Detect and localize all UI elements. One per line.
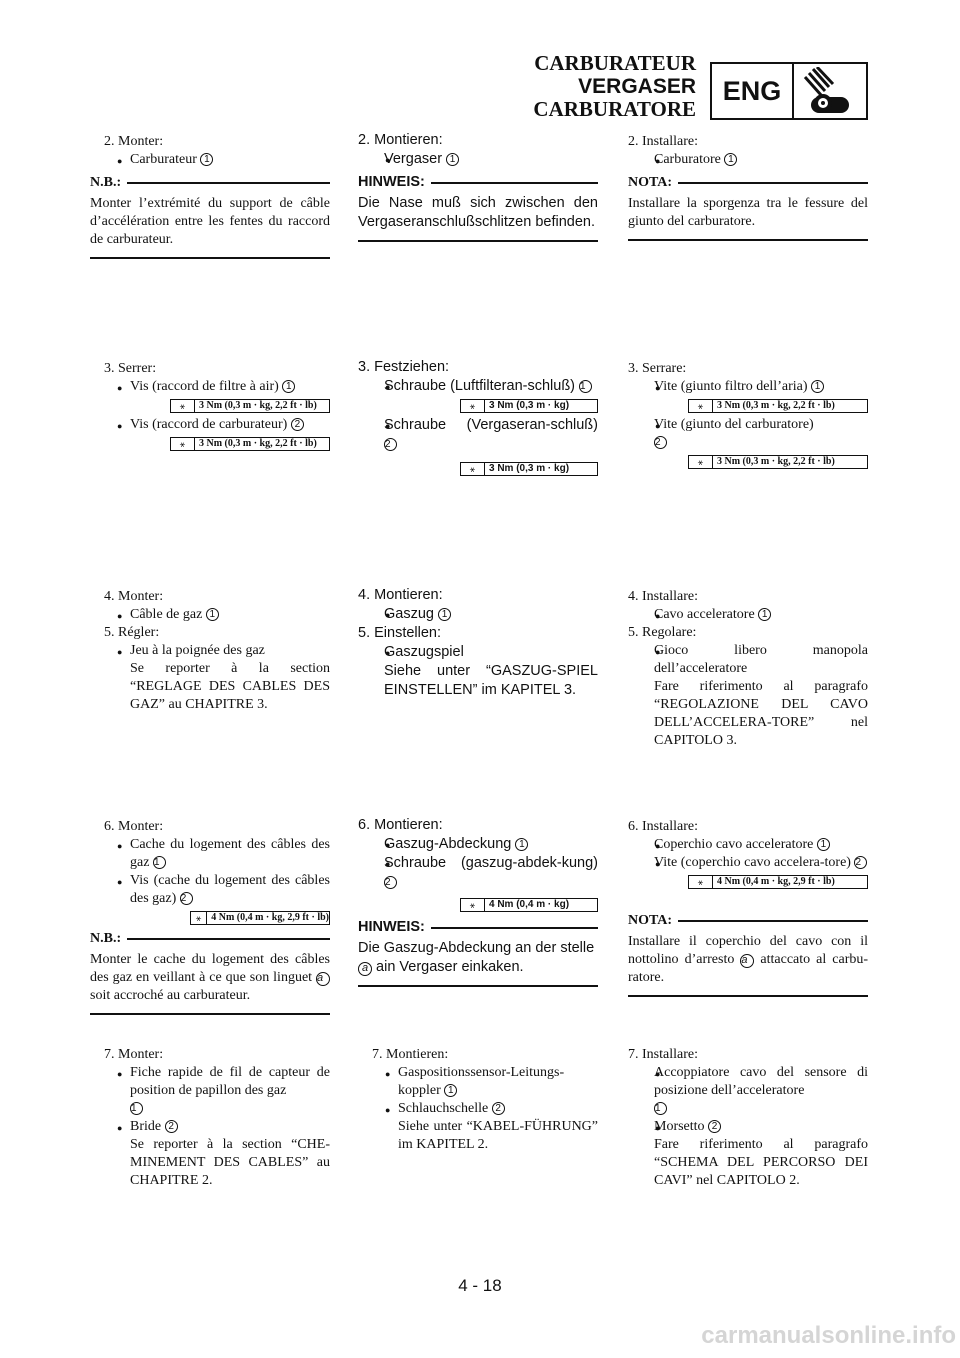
- note-text-b: ain Vergaser einkaken.: [376, 959, 524, 975]
- torque-wrench-icon: ⚹: [689, 400, 713, 412]
- note-label: NOTA:: [628, 175, 673, 190]
- torque-spec: [170, 399, 330, 413]
- list-item: [358, 377, 598, 396]
- callout-1: 1: [153, 856, 166, 869]
- torque-spec: [688, 875, 868, 889]
- callout-1: 1: [130, 1102, 143, 1115]
- item-text: Gaszug-Abdeckung: [384, 836, 512, 852]
- step-title: 2. Installare:: [628, 134, 698, 149]
- note-head: [90, 174, 330, 192]
- item-text: Vis (raccord de filtre à air): [130, 379, 279, 394]
- note-text-b: soit accroché au carburateur.: [90, 988, 251, 1003]
- column-fr: [90, 0, 330, 1240]
- step-title: 5. Régler:: [104, 625, 160, 640]
- de-step-7: [358, 1046, 598, 1154]
- note-label: HINWEIS:: [358, 174, 425, 190]
- de-note-2: [358, 173, 598, 242]
- item-text: Schraube (Vergaseran-schluß): [384, 417, 598, 433]
- it-note-2: [628, 174, 868, 241]
- torque-value: 3 Nm (0,3 m · kg, 2,2 ft · lb): [717, 400, 835, 411]
- note-text: [90, 951, 330, 1005]
- watermark: carmanualsonline.info: [701, 1322, 956, 1349]
- fr-step-3: [90, 360, 330, 454]
- item-text: Schlauchschelle: [398, 1101, 489, 1116]
- de-step-6: [358, 816, 598, 915]
- item-text: Carburatore: [654, 152, 721, 167]
- list-item: [358, 854, 598, 892]
- callout-1: 1: [446, 153, 459, 166]
- torque-spec: [460, 898, 598, 912]
- item-text: Gaszugspiel: [384, 644, 464, 660]
- callout-1: 1: [758, 608, 771, 621]
- list-item: [90, 378, 330, 396]
- list-item: [90, 1064, 330, 1118]
- step-title: 5. Einstellen:: [358, 625, 442, 641]
- callout-1: 1: [724, 153, 737, 166]
- item-text: Vite (giunto filtro dell’aria): [654, 379, 808, 394]
- list-item: [90, 416, 330, 434]
- note-text: [628, 933, 868, 987]
- it-step-6: [628, 818, 868, 892]
- sub-text: Fare riferimento al paragrafo “REGOLAZIONE DEL CAVO DELL’ACCELERA-TORE” nel CAPITOLO 3.: [654, 679, 868, 748]
- list-item: [628, 378, 868, 396]
- item-text: Schraube (gaszug-abdek-kung): [384, 855, 598, 871]
- item-text: Bride: [130, 1119, 162, 1134]
- item-text: Vis (raccord de carburateur): [130, 417, 288, 432]
- note-head: [628, 912, 868, 930]
- note-rule: [358, 985, 598, 987]
- step-title: 7. Montieren:: [372, 1047, 449, 1062]
- list-item: [358, 150, 598, 169]
- torque-spec: [688, 399, 868, 413]
- it-step-4-5: [628, 588, 868, 750]
- note-text: Installare la sporgenza tra le fessure del giunto del carburatore.: [628, 196, 868, 229]
- list-item: [358, 643, 598, 662]
- callout-1: 1: [200, 153, 213, 166]
- step-title: 4. Monter:: [104, 589, 164, 604]
- torque-wrench-icon: ⚹: [191, 912, 207, 924]
- list-item: [628, 1118, 868, 1136]
- note-text-a: Die Gaszug-Abdeckung an der stelle: [358, 940, 595, 956]
- note-text-a: Monter le cache du logement des câbles des gaz en veillant à ce que son linguet: [90, 952, 330, 985]
- list-item: [628, 416, 868, 452]
- step-title: 3. Serrer:: [104, 361, 157, 376]
- note-label: NOTA:: [628, 913, 673, 928]
- callout-2: 2: [165, 1120, 178, 1133]
- sub-text: Se reporter à la section “CHE-MINEMENT DES CABLES” au CHAPITRE 2.: [130, 1137, 330, 1188]
- note-label: HINWEIS:: [358, 919, 425, 935]
- step-title: 2. Montieren:: [358, 132, 443, 148]
- step-title: 7. Monter:: [104, 1047, 164, 1062]
- sub-text: Fare riferimento al paragrafo “SCHEMA DEL PERCORSO DEI CAVI” nel CAPITOLO 2.: [654, 1137, 868, 1188]
- note-rule: [628, 239, 868, 241]
- callout-1: 1: [817, 838, 830, 851]
- step-title: 4. Montieren:: [358, 587, 443, 603]
- item-text: Carburateur: [130, 152, 197, 167]
- fr-note-6: [90, 930, 330, 1015]
- torque-spec: [170, 437, 330, 451]
- note-text-b: attaccato al carbu-ratore.: [628, 952, 869, 985]
- it-step-2: [628, 133, 868, 169]
- list-item: [628, 642, 868, 678]
- callout-1: 1: [206, 608, 219, 621]
- callout-2: 2: [384, 876, 397, 889]
- item-text: Coperchio cavo acceleratore: [654, 837, 814, 852]
- torque-value: 3 Nm (0,3 m · kg, 2,2 ft · lb): [717, 456, 835, 467]
- torque-value: 4 Nm (0,4 m · kg, 2,9 ft · lb): [717, 876, 835, 887]
- it-step-7: [628, 1046, 868, 1190]
- note-text: Die Nase muß sich zwischen den Vergaseranschlußschlitzen befinden.: [358, 195, 598, 230]
- callout-2: 2: [708, 1120, 721, 1133]
- list-item: [628, 854, 868, 872]
- item-text: Gaspositionssensor-Leitungs-koppler: [398, 1065, 565, 1098]
- callout-2: 2: [384, 438, 397, 451]
- torque-value: 3 Nm (0,3 m · kg, 2,2 ft · lb): [199, 400, 317, 411]
- callout-2: 2: [180, 892, 193, 905]
- step-title: 7. Installare:: [628, 1047, 698, 1062]
- fr-note-2: [90, 174, 330, 259]
- list-item: [358, 605, 598, 624]
- torque-value: 4 Nm (0,4 m · kg): [489, 899, 570, 910]
- note-rule: [628, 995, 868, 997]
- step-title: 6. Montieren:: [358, 817, 443, 833]
- callout-1: 1: [444, 1084, 457, 1097]
- list-item: [628, 1064, 868, 1118]
- torque-spec: [688, 455, 868, 469]
- list-item: [358, 835, 598, 854]
- callout-1: 1: [811, 380, 824, 393]
- de-step-3: [358, 358, 598, 479]
- fr-step-2: [90, 133, 330, 169]
- callout-a: a: [358, 962, 372, 976]
- torque-wrench-icon: ⚹: [461, 400, 485, 412]
- step-title: 4. Installare:: [628, 589, 698, 604]
- note-rule: [127, 938, 330, 940]
- item-text: Cavo acceleratore: [654, 607, 755, 622]
- torque-wrench-icon: ⚹: [171, 400, 195, 412]
- list-item: [358, 416, 598, 454]
- callout-a: a: [740, 954, 754, 968]
- fr-step-4-5: [90, 588, 330, 714]
- eng-label: ENG: [712, 64, 794, 118]
- title-fr: CARBURATEUR: [534, 51, 696, 75]
- it-step-3: [628, 360, 868, 472]
- torque-wrench-icon: ⚹: [461, 463, 485, 475]
- torque-wrench-icon: ⚹: [689, 876, 713, 888]
- torque-wrench-icon: ⚹: [689, 456, 713, 468]
- item-text: Jeu à la poignée des gaz: [130, 643, 265, 658]
- torque-spec: [460, 399, 598, 413]
- it-note-6: [628, 912, 868, 997]
- de-step-4-5: [358, 586, 598, 700]
- title-de: VERGASER: [578, 75, 696, 98]
- fr-step-6: [90, 818, 330, 928]
- list-item: [628, 151, 868, 169]
- column-de: [358, 0, 598, 1240]
- step-title: 2. Monter:: [104, 134, 164, 149]
- item-text: Gaszug: [384, 606, 434, 622]
- callout-2: 2: [291, 418, 304, 431]
- list-item: [358, 1064, 598, 1100]
- title-it: CARBURATORE: [533, 97, 696, 121]
- note-text: Monter l’extrémité du support de câble d’accélération entre les fentes du raccord de carburateur.: [90, 196, 330, 247]
- callout-1: 1: [282, 380, 295, 393]
- torque-value: 3 Nm (0,3 m · kg, 2,2 ft · lb): [199, 438, 317, 449]
- item-text: Gioco libero manopola dell’acceleratore: [654, 643, 868, 676]
- step-title: 5. Regolare:: [628, 625, 697, 640]
- list-item: [90, 872, 330, 908]
- callout-1: 1: [654, 1102, 667, 1115]
- list-item: [90, 642, 330, 660]
- step-title: 6. Monter:: [104, 819, 164, 834]
- sub-text: Se reporter à la section “REGLAGE DES CABLES DES GAZ” au CHAPITRE 3.: [130, 661, 330, 712]
- item-text: Morsetto: [654, 1119, 705, 1134]
- step-title: 3. Festziehen:: [358, 359, 450, 375]
- item-text: Vergaser: [384, 151, 443, 167]
- note-label: N.B.:: [90, 175, 122, 190]
- item-text: Vis (cache du logement des câbles des gaz): [130, 873, 330, 906]
- item-text: Accoppiatore cavo del sensore di posizione dell’acceleratore: [654, 1065, 868, 1098]
- column-it: [628, 0, 868, 1240]
- list-item: [358, 1100, 598, 1118]
- item-text: Fiche rapide de fil de capteur de position de papillon des gaz: [130, 1065, 330, 1098]
- note-rule: [431, 927, 598, 929]
- list-item: [90, 606, 330, 624]
- list-item: [628, 606, 868, 624]
- sub-text: Siehe unter “KABEL-FÜHRUNG” im KAPITEL 2.: [398, 1119, 598, 1152]
- note-text: [358, 939, 598, 977]
- torque-value: 3 Nm (0,3 m · kg): [489, 400, 570, 411]
- item-text: Câble de gaz: [130, 607, 203, 622]
- callout-1: 1: [438, 608, 451, 621]
- note-rule: [431, 182, 598, 184]
- step-title: 3. Serrare:: [628, 361, 687, 376]
- torque-wrench-icon: ⚹: [171, 438, 195, 450]
- torque-wrench-icon: ⚹: [461, 899, 485, 911]
- note-label: N.B.:: [90, 931, 122, 946]
- torque-value: 3 Nm (0,3 m · kg): [489, 463, 570, 474]
- note-head: [358, 173, 598, 192]
- list-item: [90, 1118, 330, 1136]
- page-number: 4 - 18: [458, 1276, 502, 1295]
- de-step-2: [358, 131, 598, 169]
- sub-text: Siehe unter “GASZUG-SPIEL EINSTELLEN” im KAPITEL 3.: [384, 663, 598, 698]
- callout-1: 1: [515, 838, 528, 851]
- note-rule: [90, 257, 330, 259]
- note-head: [358, 918, 598, 937]
- item-text: Cache du logement des câbles des gaz: [130, 837, 330, 870]
- note-rule: [358, 240, 598, 242]
- note-head: [90, 930, 330, 948]
- note-text-a: Installare il coperchio del cavo con il nottolino d’arresto: [628, 934, 868, 967]
- torque-spec: [460, 462, 598, 476]
- note-rule: [90, 1013, 330, 1015]
- fr-step-7: [90, 1046, 330, 1190]
- note-rule: [678, 182, 868, 184]
- de-note-6: [358, 918, 598, 987]
- item-text: Vite (coperchio cavo accelera-tore): [654, 855, 851, 870]
- callout-2: 2: [654, 436, 667, 449]
- callout-1: 1: [579, 380, 592, 393]
- list-item: [628, 836, 868, 854]
- item-text: Vite (giunto del carburatore): [654, 417, 814, 432]
- torque-spec: [190, 911, 330, 925]
- torque-value: 4 Nm (0,4 m · kg, 2,9 ft · lb): [211, 912, 329, 923]
- callout-2: 2: [854, 856, 867, 869]
- list-item: [90, 836, 330, 872]
- list-item: [90, 151, 330, 169]
- item-text: Schraube (Luftfilteran-schluß): [384, 378, 575, 394]
- step-title: 6. Installare:: [628, 819, 698, 834]
- note-rule: [127, 182, 330, 184]
- callout-a: a: [316, 972, 330, 986]
- note-head: [628, 174, 868, 192]
- callout-2: 2: [492, 1102, 505, 1115]
- note-rule: [678, 920, 868, 922]
